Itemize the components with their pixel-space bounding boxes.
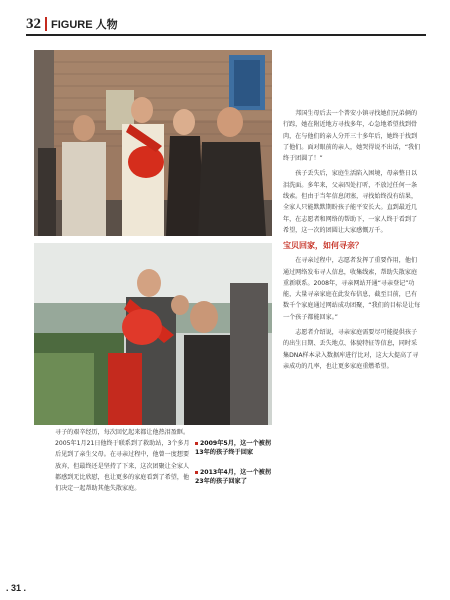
- article-paragraph-text: 邦国生母后去一个普安小镇寻找她们兄弟俩的行踪，她在附近地方寻找多年，心急地希望找到骨肉，在与他们的亲人分开三十多年后，她终于找到了他们。面对眼前的亲人，她哭得说不出话，“我们终于团圆了！”: [283, 110, 421, 163]
- article-paragraph: [283, 168, 423, 236]
- article-paragraph: [283, 108, 423, 164]
- article-subheading: 宝贝回家，如何寻亲？: [283, 241, 363, 251]
- article-paragraph-text: 志愿者介绍说，寻亲家庭需要尽可能提供孩子的出生日期、丢失地点、体貌特征等信息，同时采集DNA样本录入数据库进行比对，这大大提高了寻亲成功的几率，也让更多家庭重燃希望。: [283, 329, 419, 370]
- left-caption-text: 寻子的艰辛经历，每次回忆起来都让他热泪盈眶。2005年1月21日他终于联系到了救助站，3个多月后见到了亲生父母。在寻亲过程中，他曾一度想要放弃，但最终还是坚持了下来，这次团聚让全家人都感到无比欣慰，也让更多的家庭看到了希望，他们决定一起帮助其他失散家庭。: [55, 429, 190, 493]
- footer-page-number-text: 31: [11, 583, 22, 593]
- footer-page-number: . 31 .: [6, 583, 27, 593]
- caption-marker-icon: [195, 471, 198, 474]
- photo-caption-1-text: 2009年5月，这一个被拐13年的孩子终于回家: [195, 440, 272, 456]
- photo-family-portrait: [34, 50, 272, 236]
- page-header: [26, 14, 426, 36]
- photo-captions: [195, 440, 273, 498]
- article-right-column: [283, 108, 423, 376]
- photo-caption-2-text: 2013年4月，这一个被拐23年的孩子回家了: [195, 469, 272, 485]
- photo-reunion-embrace: [34, 243, 272, 425]
- section-title: FIGURE 人物: [51, 19, 118, 31]
- header-page-number: 32: [26, 15, 41, 32]
- caption-marker-icon: [195, 442, 198, 445]
- header-divider: [45, 17, 47, 31]
- photo-caption-1: [195, 440, 273, 457]
- article-paragraph-text: 孩子丢失后，家庭生活陷入困境，母亲整日以泪洗面。多年来，父亲四处打听，不放过任何一条线索。但由于当年信息闭塞，寻找始终没有结果，全家人只能默默期盼孩子能平安长大。直到最近几年，在志愿者和网络的帮助下，一家人终于看到了希望，这一次的团圆让大家感慨万千。: [283, 170, 418, 234]
- photo-caption-2: [195, 469, 273, 486]
- article-paragraph-text: 在寻亲过程中，志愿者发挥了重要作用，他们通过网络发布寻人信息，收集线索，帮助失散家庭重新联系。2008年，寻亲网站开通“寻亲登记”功能，大量寻亲家庭在此发布信息，截至目前，已有数千个家庭通过网站成功团聚，“我们的目标是让每一个孩子都能回家。”: [283, 257, 421, 321]
- article-paragraph: [283, 327, 423, 372]
- article-paragraph: [283, 255, 423, 323]
